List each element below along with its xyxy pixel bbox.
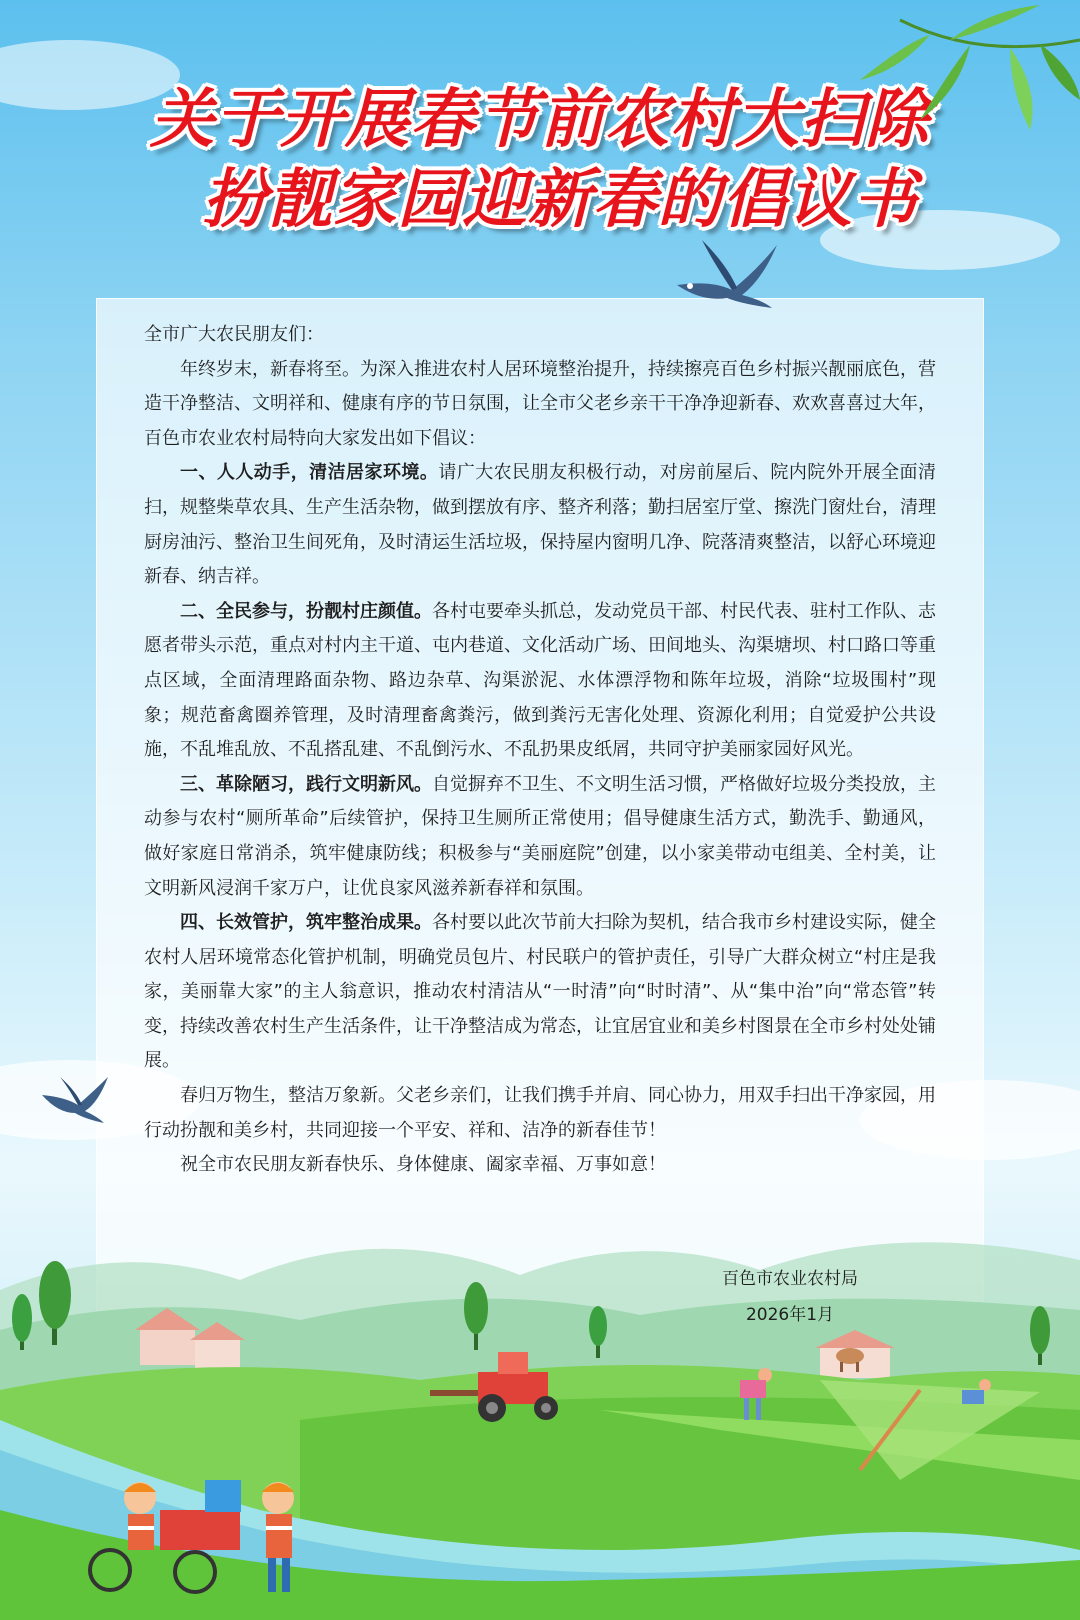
section-2-body: 各村屯要牵头抓总，发动党员干部、村民代表、驻村工作队、志愿者带头示范，重点对村内主干道、屯内巷道、文化活动广场、田间地头、沟渠塘坝、村口路口等重点区域，全面清理路面杂物、路边杂草、沟渠淤泥、水体漂浮物和陈年垃圾，消除“垃圾围村”现象；规范畜禽圈养管理，及时清理畜禽粪污，做到粪污无害化处理、资源化利用；自觉爱护公共设施，不乱堆乱放、不乱搭乱建、不乱倒污水、不乱扔果皮纸屑，共同守护美丽家园好风光。	[144, 600, 936, 761]
section-3-body: 自觉摒弃不卫生、不文明生活习惯，严格做好垃圾分类投放，主动参与农村“厕所革命”后续管护，保持卫生厕所正常使用；倡导健康生活方式，勤洗手、勤通风，做好家庭日常消杀，筑牢健康防线；积极参与“美丽庭院”创建，以小家美带动屯组美、全村美，让文明新风浸润千家万户，让优良家风滋养新春祥和氛围。	[144, 773, 936, 899]
section-2-paragraph	[144, 595, 936, 768]
swallow-bird-icon	[672, 240, 782, 310]
section-2-heading: 二、全民参与，扮靓村庄颜值。	[180, 600, 432, 622]
letter-body	[144, 318, 936, 1183]
intro-paragraph: 年终岁末，新春将至。为深入推进农村人居环境整治提升，持续擦亮百色乡村振兴靓丽底色，营造干净整洁、文明祥和、健康有序的节日氛围，让全市父老乡亲干干净净迎新春、欢欢喜喜过大年，百色市农业农村局特向大家发出如下倡议：	[144, 358, 936, 449]
section-3-heading: 三、革除陋习，践行文明新风。	[180, 773, 432, 795]
section-1-body: 请广大农民朋友积极行动，对房前屋后、院内院外开展全面清扫，规整柴草农具、生产生活杂物，做到摆放有序、整齐利落；勤扫居室厅堂、擦洗门窗灶台，清理厨房油污、整治卫生间死角，及时清运生活垃圾，保持屋内窗明几净、院落清爽整洁，以舒心环境迎新春、纳吉祥。	[144, 462, 937, 588]
swallow-bird-icon	[40, 1075, 110, 1125]
section-4-paragraph	[144, 906, 936, 1079]
farm-landscape	[0, 1180, 1080, 1620]
section-4-heading: 四、长效管护，筑牢整治成果。	[180, 912, 432, 934]
section-1-heading: 一、人人动手，清洁居家环境。	[180, 462, 439, 484]
date: 2026年1月	[745, 1305, 835, 1325]
wish-paragraph: 祝全市农民朋友新春快乐、身体健康、阖家幸福、万事如意！	[180, 1154, 666, 1176]
section-4-body: 各村要以此次节前大扫除为契机，结合我市乡村建设实际，健全农村人居环境常态化管护机制，明确党员包片、村民联户的管护责任，引导广大群众树立“村庄是我家，美丽靠大家”的主人翁意识，推动农村清洁从“一时清”向“时时清”、从“集中治”向“常态管”转变，持续改善农村生产生活条件，让干净整洁成为常态，让宜居宜业和美乡村图景在全市乡村处处铺展。	[144, 912, 936, 1072]
section-3-paragraph	[144, 768, 936, 906]
signature: 百色市农业农村局	[722, 1269, 858, 1289]
section-1-paragraph	[144, 456, 936, 594]
closing-paragraph: 春归万物生，整洁万象新。父老乡亲们，让我们携手并肩、同心协力，用双手扫出干净家园，用行动扮靓和美乡村，共同迎接一个平安、祥和、洁净的新春佳节！	[144, 1085, 936, 1141]
title-line-2: 扮靓家园迎新春的倡议书	[202, 163, 918, 237]
salutation: 全市广大农民朋友们：	[144, 324, 324, 345]
bamboo-leaves-icon	[840, 0, 1080, 140]
title-line-1: 关于开展春节前农村大扫除	[150, 83, 930, 157]
